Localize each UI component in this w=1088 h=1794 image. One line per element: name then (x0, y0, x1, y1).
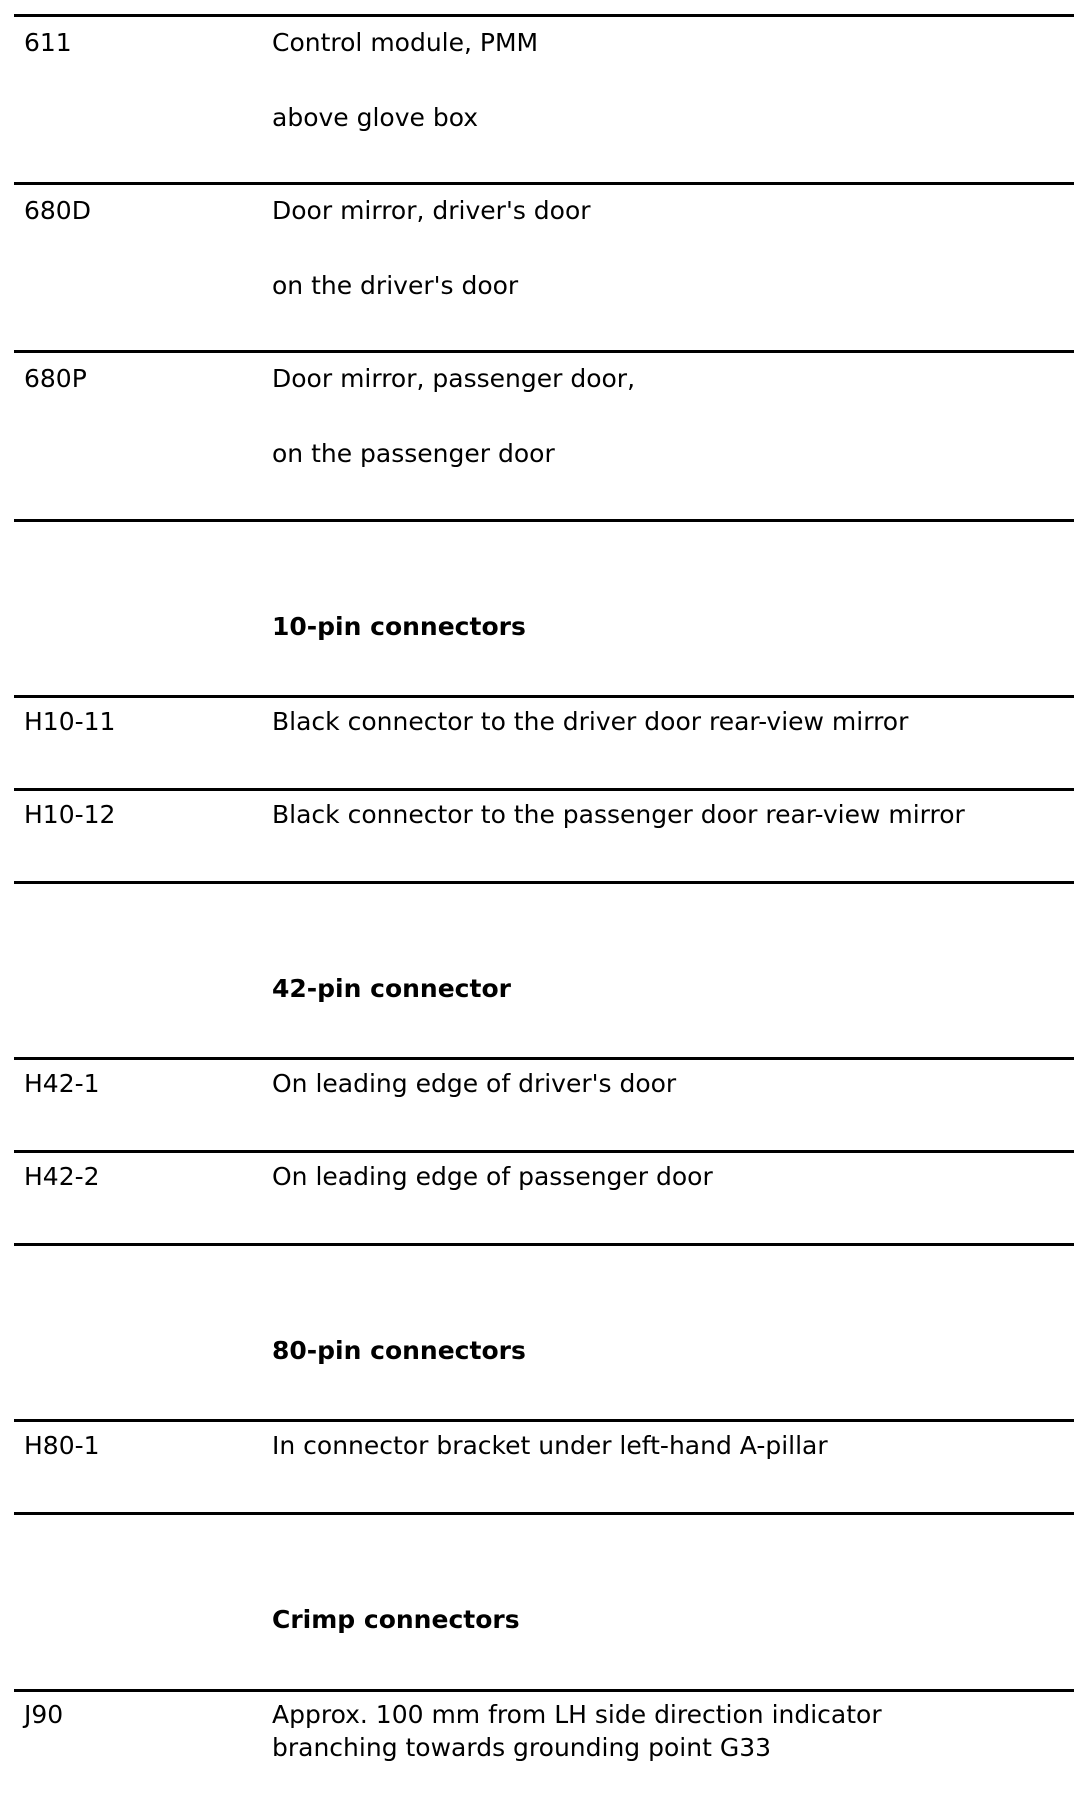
connector-code: H42-2 (24, 1162, 100, 1191)
component-location: on the driver's door (272, 271, 519, 300)
connector-code: J90 (24, 1700, 64, 1729)
connector-description: Approx. 100 mm from LH side direction indicator (272, 1700, 882, 1729)
connector-description: On leading edge of passenger door (272, 1162, 713, 1191)
table-divider (14, 1243, 1074, 1246)
component-code: 680D (24, 196, 91, 225)
connector-code: H10-11 (24, 707, 116, 736)
connector-code: H10-12 (24, 800, 116, 829)
table-divider (14, 14, 1074, 17)
connector-description-continued: branching towards grounding point G33 (272, 1733, 771, 1762)
component-description: Door mirror, passenger door, (272, 364, 636, 393)
connector-code: H42-1 (24, 1069, 100, 1098)
table-divider (14, 695, 1074, 698)
component-description: Door mirror, driver's door (272, 196, 591, 225)
section-heading-42-pin: 42-pin connector (272, 974, 511, 1003)
component-description: Control module, PMM (272, 28, 539, 57)
table-divider (14, 1512, 1074, 1515)
connector-description: Black connector to the passenger door rear-view mirror (272, 800, 965, 829)
component-code: 680P (24, 364, 87, 393)
table-divider (14, 1057, 1074, 1060)
component-location: above glove box (272, 103, 479, 132)
section-heading-crimp: Crimp connectors (272, 1605, 520, 1634)
table-divider (14, 1150, 1074, 1153)
table-divider (14, 350, 1074, 353)
table-divider (14, 519, 1074, 522)
component-location: on the passenger door (272, 439, 555, 468)
connector-description: In connector bracket under left-hand A-pillar (272, 1431, 828, 1460)
table-divider (14, 1419, 1074, 1422)
section-heading-80-pin: 80-pin connectors (272, 1336, 526, 1365)
table-divider (14, 1689, 1074, 1692)
connector-description: On leading edge of driver's door (272, 1069, 677, 1098)
component-code: 611 (24, 28, 72, 57)
connector-description: Black connector to the driver door rear-view mirror (272, 707, 909, 736)
connector-code: H80-1 (24, 1431, 100, 1460)
table-divider (14, 182, 1074, 185)
table-divider (14, 788, 1074, 791)
table-divider (14, 881, 1074, 884)
section-heading-10-pin: 10-pin connectors (272, 612, 526, 641)
